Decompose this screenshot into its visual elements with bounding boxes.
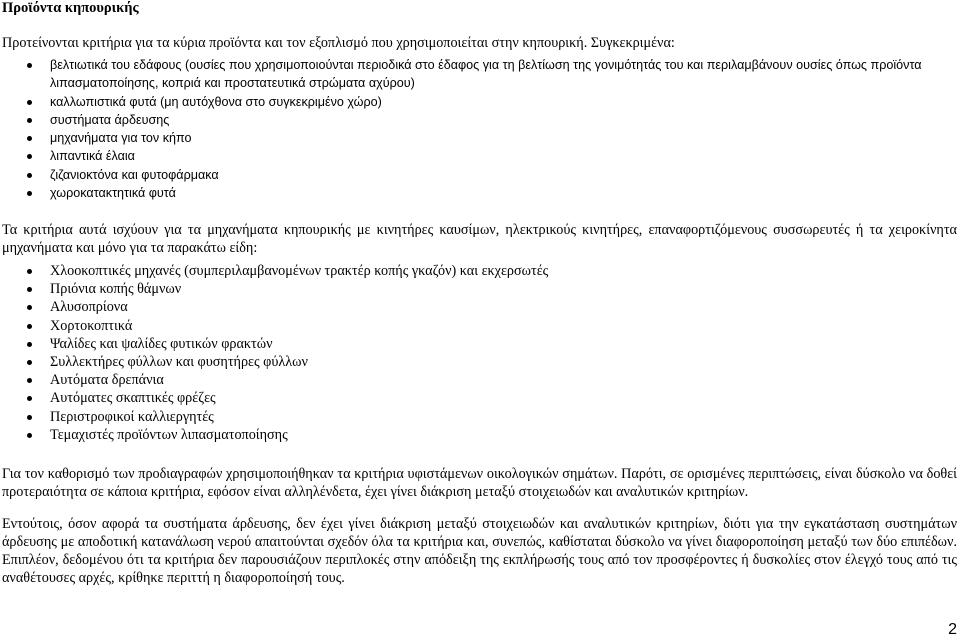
list-item-text: Χορτοκοπτικά xyxy=(50,317,133,334)
list-item-text: βελτιωτικά του εδάφους (ουσίες που χρησιμοποιούνται περιοδικά στο έδαφος για τη βελτίωση της γονιμότητάς του και περιλαμβάνουν ουσίες όπως προϊόντα λιπασματοποίησης, κοπριά και προστατευτικά στρώματα αχύρου) xyxy=(50,58,922,91)
bullet-icon xyxy=(27,269,32,274)
list-item-text: Αυτόματα δρεπάνια xyxy=(50,372,164,389)
list-item xyxy=(0,298,960,316)
intro-paragraph: Προτείνονται κριτήρια για τα κύρια προϊόντα και τον εξοπλισμό που χρησιμοποιείται στην κηπουρική. Συγκεκριμένα: xyxy=(2,35,675,51)
list-item-text: Αυτόματες σκαπτικές φρέζες xyxy=(50,390,216,407)
list-item-text: λιπαντικά έλαια xyxy=(50,149,135,164)
list-item-text: Χλοοκοπτικές μηχανές (συμπεριλαμβανομένων τρακτέρ κοπής γκαζόν) και εκχερσωτές xyxy=(50,263,549,279)
list-item xyxy=(0,389,960,407)
bullet-icon xyxy=(27,191,32,196)
bullet-icon xyxy=(27,118,32,123)
bullet-icon xyxy=(27,396,32,401)
page-number: 2 xyxy=(948,621,957,638)
list-item xyxy=(0,408,960,426)
list-item-text: καλλωπιστικά φυτά (μη αυτόχθονα στο συγκεκριμένο χώρο) xyxy=(50,94,382,109)
list-item-text: χωροκατακτητικά φυτά xyxy=(50,186,176,201)
list-item-text: Συλλεκτήρες φύλλων και φυσητήρες φύλλων xyxy=(50,354,308,371)
bullet-icon xyxy=(27,136,32,141)
list-item xyxy=(0,280,960,298)
list-item xyxy=(0,129,960,147)
list-item xyxy=(0,317,960,335)
bullet-icon xyxy=(27,154,32,159)
bullet-icon xyxy=(27,100,32,105)
list-item-text: Περιστροφικοί καλλιεργητές xyxy=(50,408,214,425)
bullet-icon xyxy=(27,360,32,365)
bullet-icon xyxy=(27,324,32,329)
bullet-icon xyxy=(27,173,32,178)
bullet-icon xyxy=(27,433,32,438)
list-item xyxy=(0,147,960,165)
list-item xyxy=(0,93,960,111)
list-item-text: Πριόνια κοπής θάμνων xyxy=(50,281,182,298)
list-item xyxy=(0,262,960,280)
list-item xyxy=(0,371,960,389)
bullet-icon xyxy=(27,305,32,310)
list-item-text: Ψαλίδες και ψαλίδες φυτικών φρακτών xyxy=(50,335,273,352)
list-item-text: Τεμαχιστές προϊόντων λιπασματοποίησης xyxy=(50,426,288,443)
list-item xyxy=(0,335,960,353)
list-item-text: ζιζανιοκτόνα και φυτοφάρμακα xyxy=(50,167,219,182)
criteria-paragraph: Για τον καθορισμό των προδιαγραφών χρησιμοποιήθηκαν τα κριτήρια υφιστάμενων οικολογικών σημάτων. Παρότι, σε ορισμένες περιπτώσεις, είναι δύσκολο να δοθεί προτεραιότητα σε κάποια κριτήρια, εφόσον είναι αλληλένδετα, έχει γίνει διάκριση μεταξύ στοιχειωδών και αναλυτικών κριτηρίων. xyxy=(2,466,957,500)
list-item xyxy=(0,353,960,371)
list-item-text: συστήματα άρδευσης xyxy=(50,112,170,127)
list-item xyxy=(0,426,960,444)
list-item xyxy=(0,184,960,202)
bullet-icon xyxy=(27,378,32,383)
bullet-icon xyxy=(27,287,32,292)
list-item-text: Αλυσοπρίονα xyxy=(50,299,128,316)
machinery-list xyxy=(0,262,960,444)
list-item xyxy=(0,166,960,184)
page-heading: Προϊόντα κηπουρικής xyxy=(2,0,139,16)
bullet-icon xyxy=(27,63,32,68)
list-item xyxy=(0,56,960,93)
machinery-intro-paragraph: Τα κριτήρια αυτά ισχύουν για τα μηχανήματα κηπουρικής με κινητήρες καυσίμων, ηλεκτρικούς κινητήρες, επαναφορτιζόμενους συσσωρευτές ή τα χειροκίνητα μηχανήματα και μόνο για τα παρακάτω είδη: xyxy=(2,222,957,256)
list-item-text: μηχανήματα για τον κήπο xyxy=(50,131,192,146)
irrigation-paragraph: Εντούτοις, όσον αφορά τα συστήματα άρδευσης, δεν έχει γίνει διάκριση μεταξύ στοιχειωδών και αναλυτικών κριτηρίων, διότι για την εγκατάσταση συστημάτων άρδευσης με αποδοτική κατανάλωση νερού απαιτούνται σχεδόν όλα τα κριτήρια και, συνεπώς, καθίσταται δύσκολο να γίνει διαφοροποίηση μεταξύ των δύο επιπέδων. Επιπλέον, δεδομένου ότι τα κριτήρια δεν παρουσιάζουν περιπλοκές στην απόδειξη της εκπλήρωσής τους από τον προσφέροντες ή δυσκολίες στον έλεγχό τους από τις αναθέτουσες αρχές, κρίθηκε περιττή η διαφοροποίησή τους. xyxy=(2,516,957,586)
list-item xyxy=(0,111,960,129)
products-list xyxy=(0,56,960,202)
bullet-icon xyxy=(27,342,32,347)
bullet-icon xyxy=(27,415,32,420)
